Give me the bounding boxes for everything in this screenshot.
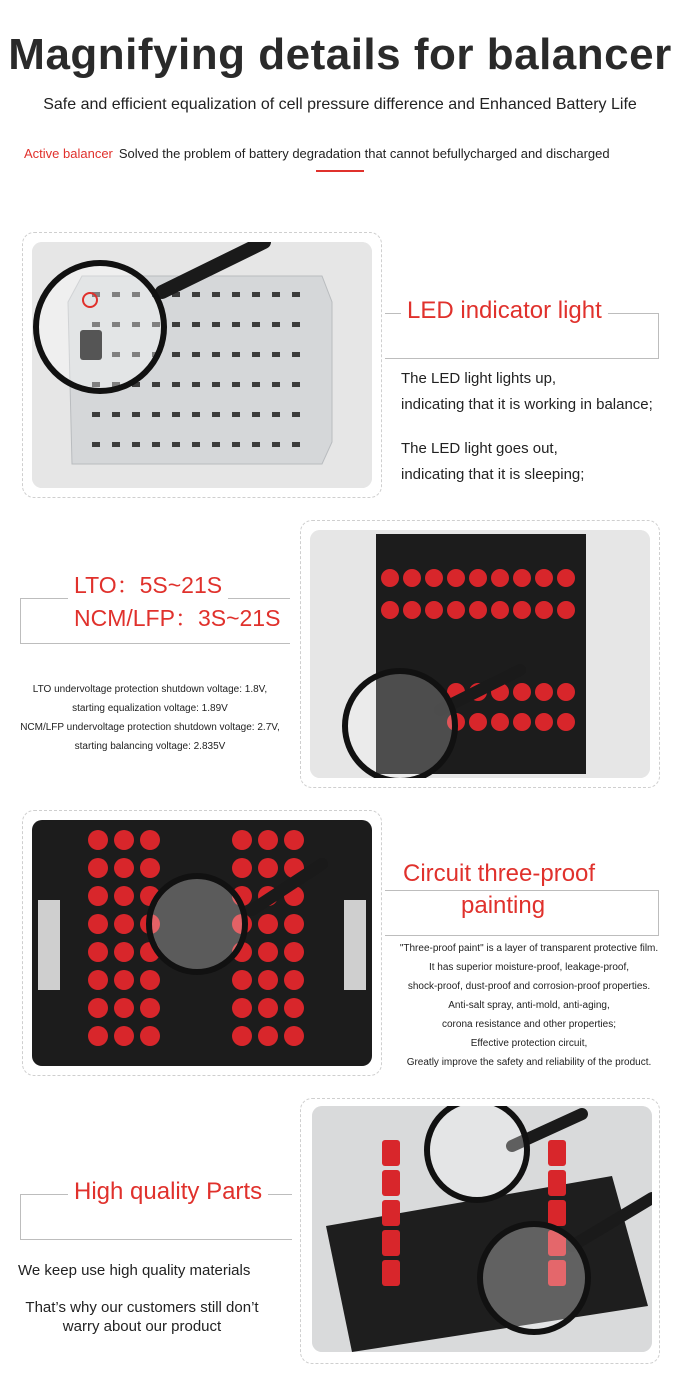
parts-board-photo [312,1106,652,1352]
cells-spec-3: NCM/LFP undervoltage protection shutdown voltage: 2.7V, [20,722,280,733]
tagline-accent: Active balancer [24,146,113,161]
led-off-line1: The LED light goes out, [401,440,558,457]
painting-board-photo [32,820,372,1066]
led-off-line2: indicating that it is sleeping; [401,466,585,483]
painting-desc-3: shock-proof, dust-proof and corrosion-proof properties. [407,981,651,992]
led-on-line1: The LED light lights up, [401,370,557,387]
cells-heading-lto: LTO：5S~21S [68,567,228,600]
painting-desc-2: It has superior moisture-proof, leakage-proof, [428,962,630,973]
cells-board-photo [310,530,650,778]
parts-line-1: We keep use high quality materials [18,1262,251,1279]
painting-desc-6: Effective protection circuit, [470,1038,588,1049]
led-board-photo [32,242,372,488]
parts-heading: High quality Parts [68,1178,268,1206]
led-heading: LED indicator light [401,297,608,325]
painting-heading-1: Circuit three-proof [397,860,601,888]
painting-heading-2: painting [455,892,551,920]
painting-desc-7: Greatly improve the safety and reliability of the product. [406,1057,652,1068]
cells-spec-4: starting balancing voltage: 2.835V [74,741,226,752]
painting-desc-5: corona resistance and other properties; [442,1019,616,1030]
page-title: Magnifying details for balancer [8,30,672,79]
cells-spec-1: LTO undervoltage protection shutdown voltage: 1.8V, [32,684,268,695]
tagline [24,146,610,161]
cells-spec-2: starting equalization voltage: 1.89V [72,703,228,714]
parts-line-2: That’s why our customers still don’t [25,1299,259,1316]
painting-desc-1: "Three-proof paint" is a layer of transparent protective film. [399,943,659,954]
tagline-underline [316,170,364,172]
led-on-line2: indicating that it is working in balance; [401,396,653,413]
painting-desc-4: Anti-salt spray, anti-mold, anti-aging, [448,1000,610,1011]
parts-line-3: warry about our product [62,1318,222,1335]
page-subtitle: Safe and efficient equalization of cell pressure difference and Enhanced Battery Life [43,96,637,113]
tagline-text: Solved the problem of battery degradation that cannot befullycharged and discharged [118,146,610,161]
cells-heading-ncm: NCM/LFP：3S~21S [68,600,286,633]
